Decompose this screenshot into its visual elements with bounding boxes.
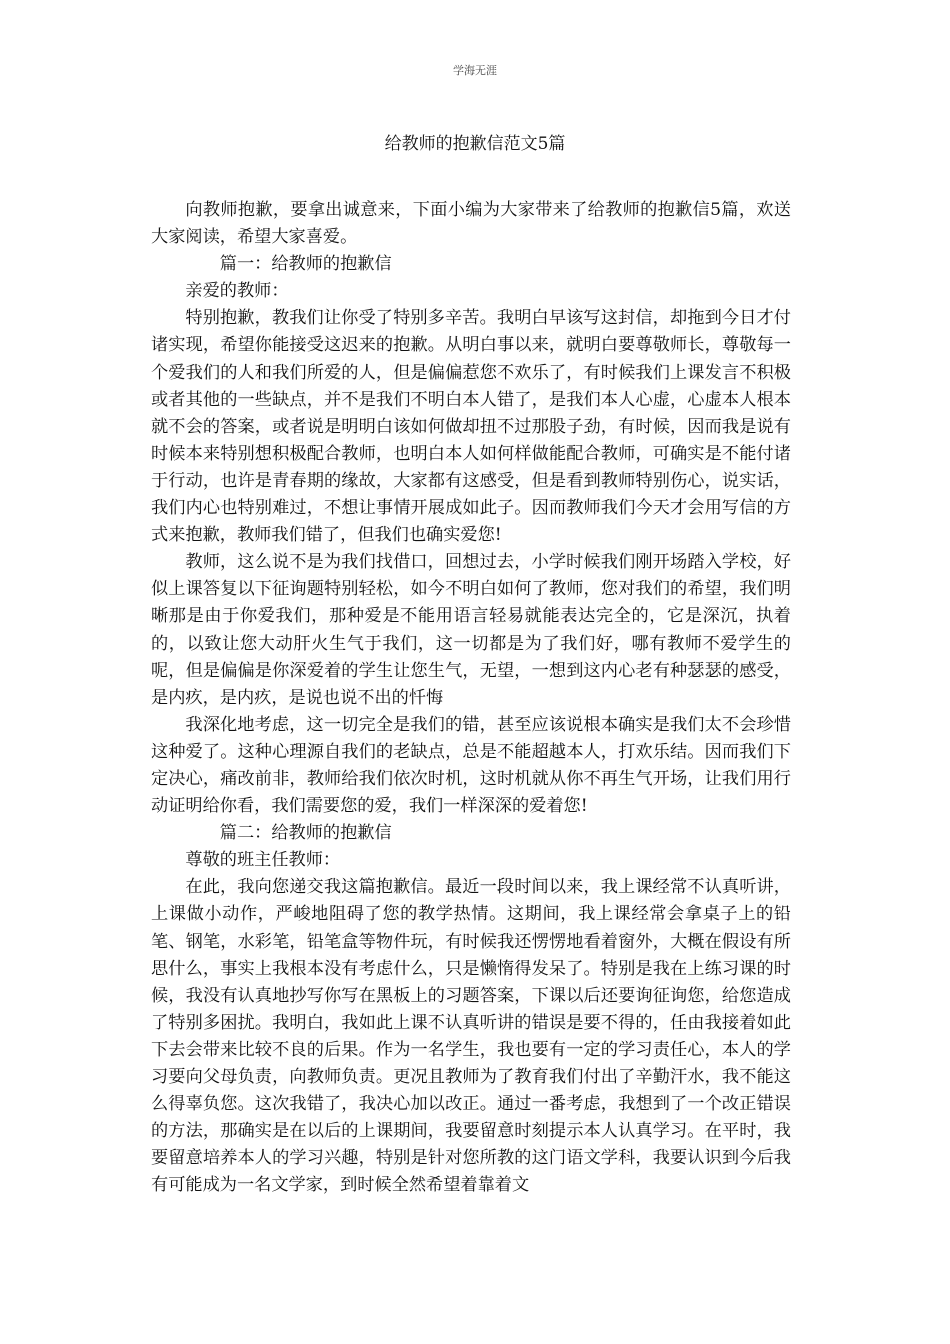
section-heading: 篇一：给教师的抱歉信 (219, 254, 392, 275)
page-header: 学海无涯 (453, 64, 497, 77)
salutation: 亲爱的教师： (185, 281, 289, 302)
body-paragraph: 教师，这么说不是为我们找借口，回想过去，小学时候我们刚开场踏入学校，好似上课答复以下征询题特别轻松，如今不明白如何了教师，您对我们的希望，我们明晰那是由于你爱我们，那种爱是不能用语言轻易就能表达完全的，它是深沉，执着的，以致让您大动肝火生气于我们，这一切都是为了我们好，哪有教师不爱学生的呢，但是偏偏是你深爱着的学生让您生气，无望，一想到这内心老有种瑟瑟的感受，是内疚，是内疚，是说也说不出的忏悔 (151, 552, 791, 708)
body-paragraph: 在此，我向您递交我这篇抱歉信。最近一段时间以来，我上课经常不认真听讲，上课做小动作，严峻地阻碍了您的教学热情。这期间，我上课经常会拿桌子上的铅笔、钢笔，水彩笔，铅笔盒等物件玩，有时候我还愣愣地看着窗外，大概在假设有所思什么，事实上我根本没有考虑什么，只是懒惰得发呆了。特别是我在上练习课的时候，我没有认真地抄写你写在黑板上的习题答案，下课以后还要询征询您，给您造成了特别多困扰。我明白，我如此上课不认真听讲的错误是要不得的，任由我接着如此下去会带来比较不良的后果。作为一名学生，我也要有一定的学习责任心，本人的学习要向父母负责，向教师负责。更况且教师为了教育我们付出了辛勤汗水，我不能这么得辜负您。这次我错了，我决心加以改正。通过一番考虑，我想到了一个改正错误的方法，那确实是在以后的上课期间，我要留意时刻提示本人认真学习。在平时，我要留意培养本人的学习兴趣，特别是针对您所教的这门语文学科，我要认识到今后我有可能成为一名文学家，到时候全然希望着靠着文 (151, 877, 791, 1196)
document-body (151, 197, 791, 1199)
body-paragraph: 我深化地考虑，这一切完全是我们的错，甚至应该说根本确实是我们太不会珍惜这种爱了。这种心理源自我们的老缺点，总是不能超越本人，打欢乐结。因而我们下定决心，痛改前非，教师给我们依次时机，这时机就从你不再生气开场，让我们用行动证明给你看，我们需要您的爱，我们一样深深的爱着您! (151, 714, 791, 817)
salutation: 尊敬的班主任教师： (185, 850, 341, 871)
body-paragraph: 特别抱歉，教我们让你受了特别多辛苦。我明白早该写这封信，却拖到今日才付诸实现，希望你能接受这迟来的抱歉。从明白事以来，就明白要尊敬师长，尊敬每一个爱我们的人和我们所爱的人，但是偏偏惹您不欢乐了，有时候我们上课发言不积极或者其他的一些缺点，并不是我们不明白本人错了，是我们本人心虚，心虚本人根本就不会的答案，或者说是明明白该如何做却扭不过那股子劲，有时候，因而我是说有时候本来特别想积极配合教师，也明白本人如何样做能配合教师，可确实是不能付诸于行动，也许是青春期的缘故，大家都有这感受，但是看到教师特别伤心，说实话，我们内心也特别难过，不想让事情开展成如此子。因而教师我们今天才会用写信的方式来抱歉，教师我们错了，但我们也确实爱您! (151, 308, 791, 546)
document-title: 给教师的抱歉信范文5篇 (384, 134, 566, 154)
intro-paragraph: 向教师抱歉，要拿出诚意来，下面小编为大家带来了给教师的抱歉信5篇，欢送大家阅读，希望大家喜爱。 (151, 200, 791, 248)
section-heading: 篇二：给教师的抱歉信 (219, 823, 392, 844)
